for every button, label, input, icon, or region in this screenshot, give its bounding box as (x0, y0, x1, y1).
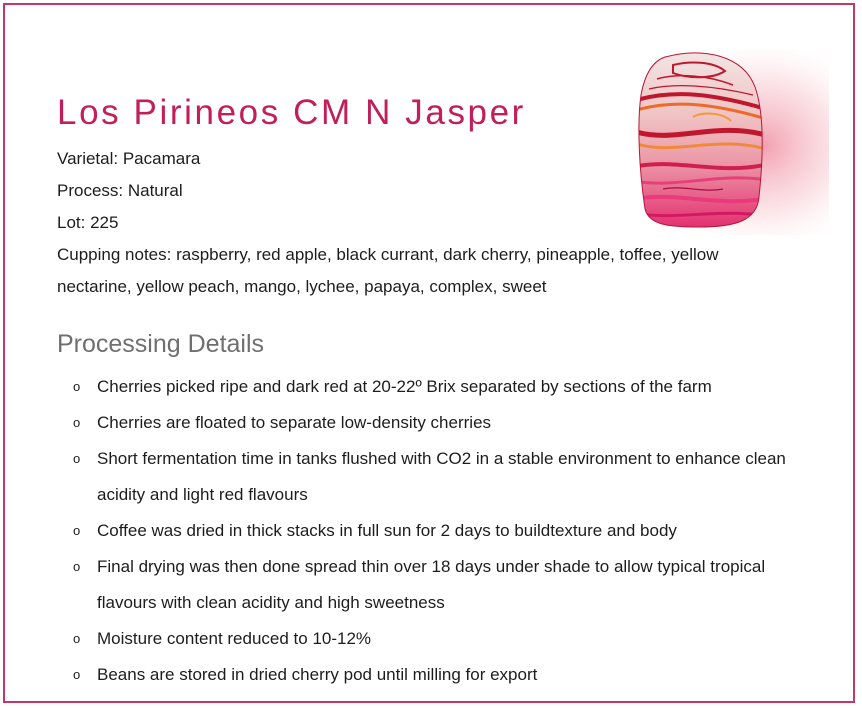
list-item (73, 621, 813, 657)
bullet-marker: o (73, 667, 81, 682)
list-item (73, 657, 813, 693)
list-item (73, 441, 813, 513)
list-item-text: Coffee was dried in thick stacks in full sun for 2 days to buildtexture and body (97, 521, 677, 540)
bullet-marker: o (73, 523, 81, 538)
coffee-info-card (3, 3, 855, 703)
bullet-marker: o (73, 415, 81, 430)
list-item (73, 369, 813, 405)
bullet-marker: o (73, 631, 81, 646)
list-item (73, 549, 813, 621)
processing-list (73, 369, 813, 693)
page-title: Los Pirineos CM N Jasper (57, 93, 526, 132)
list-item (73, 513, 813, 549)
process-text: Process: Natural (57, 181, 183, 200)
list-item-text: Beans are stored in dried cherry pod until milling for export (97, 665, 538, 684)
varietal-text: Varietal: Pacamara (57, 149, 201, 168)
list-item-text: Short fermentation time in tanks flushed with CO2 in a stable environment to enhance clean acidity and light red flavours (97, 449, 786, 504)
list-item-text: Moisture content reduced to 10-12% (97, 629, 372, 648)
list-item (73, 405, 813, 441)
list-item-text: Cherries are floated to separate low-density cherries (97, 413, 492, 432)
bullet-marker: o (73, 379, 81, 394)
list-item-text: Final drying was then done spread thin over 18 days under shade to allow typical tropical flavours with clean acidity and high sweetness (97, 557, 766, 612)
lot-text: Lot: 225 (57, 213, 119, 232)
cupping-notes-text: Cupping notes: raspberry, red apple, black currant, dark cherry, pineapple, toffee, yellow nectarine, yellow peach, mango, lychee, papaya, complex, sweet (57, 245, 719, 296)
processing-heading: Processing Details (57, 330, 265, 358)
coffee-bean-illustration (603, 49, 829, 235)
bullet-marker: o (73, 451, 81, 466)
list-item-text: Cherries picked ripe and dark red at 20-22º Brix separated by sections of the farm (97, 377, 712, 396)
bullet-marker: o (73, 559, 81, 574)
